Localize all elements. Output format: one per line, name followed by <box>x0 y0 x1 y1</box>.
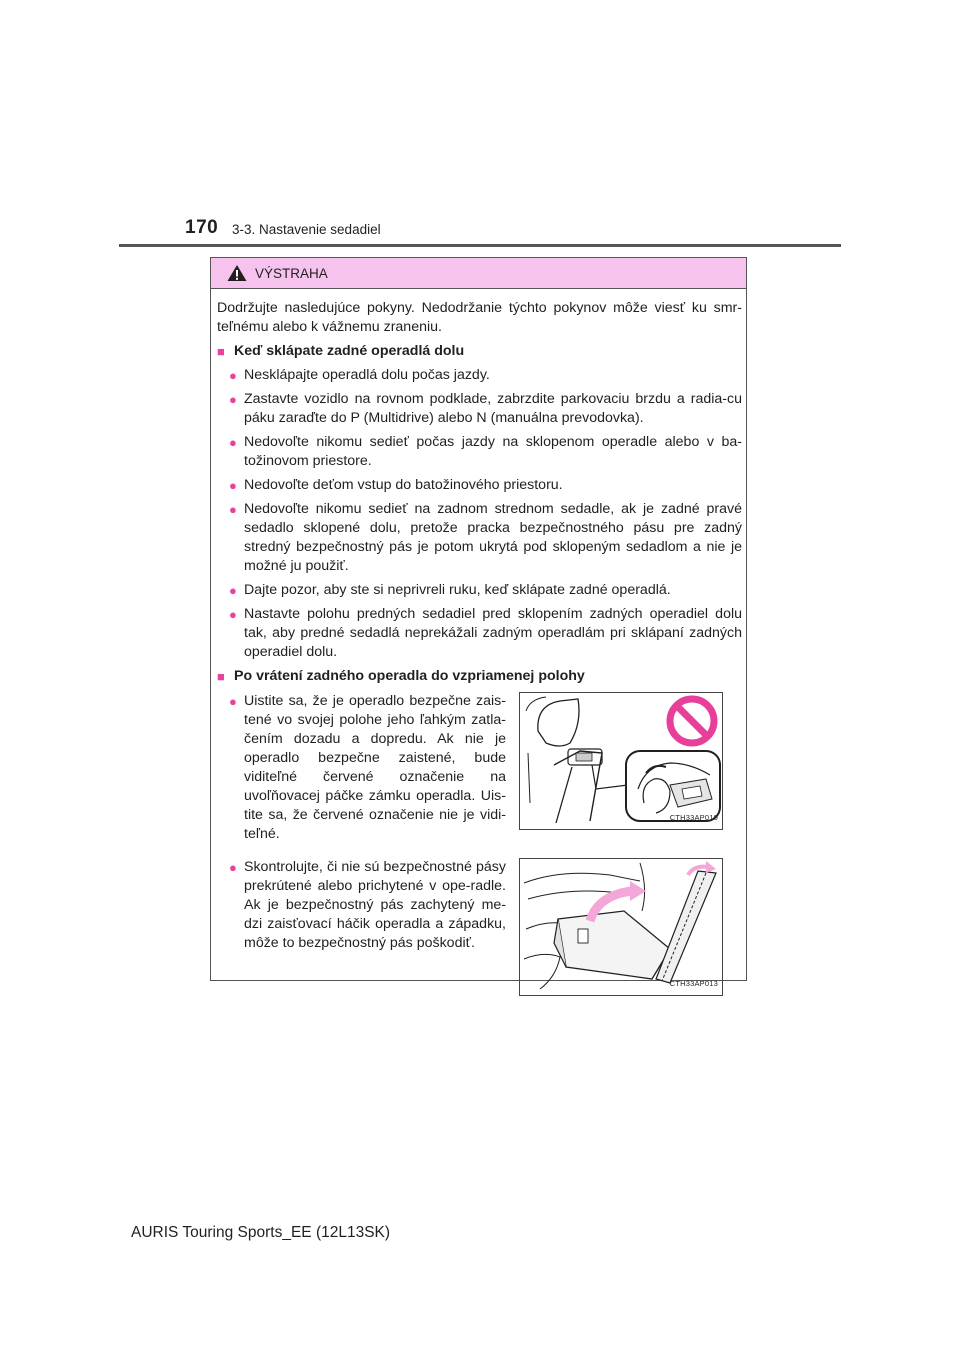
warning-title: VÝSTRAHA <box>255 265 328 281</box>
footer-model: AURIS Touring Sports_EE (12L13SK) <box>131 1224 391 1241</box>
list-item <box>229 581 742 600</box>
list-item-text: Zastavte vozidlo na rovnom podklade, zabrzdite parkovaciu brzdu a radia-cu páku zaraďte do P (Multidrive) alebo N (manuálna prevodovka). <box>244 391 742 426</box>
warning-header <box>211 258 746 289</box>
list-item-text: Nedovoľte nikomu sedieť na zadnom strednom sedadle, ak je zadné pravé sedadlo sklopené dolu, pretože pracka bezpečnostného pásu pre zadný stredný bezpečnostný pás je potom ukrytá pod sklopeným sedadlom a nie je možné ju použiť. <box>244 501 742 574</box>
warning-body <box>211 289 746 996</box>
list-item-text: Nastavte polohu predných sedadiel pred sklopením zadných operadiel dolu tak, aby predné sedadlá neprekážali zadným operadlám pri sklápaní zadných operadiel dolu. <box>244 606 742 660</box>
list-item-text: Nedovoľte nikomu sedieť počas jazdy na sklopenom operadle alebo v ba-tožinovom priestore. <box>244 434 742 469</box>
seat-lock-illustration <box>519 692 723 830</box>
header-rule <box>119 244 841 247</box>
bullet-icon: ● <box>229 607 237 622</box>
square-bullet-icon: ■ <box>217 669 225 684</box>
list-item-text: Nesklápajte operadlá dolu počas jazdy. <box>244 367 490 383</box>
bullet-icon: ● <box>229 392 237 407</box>
section-heading-text: Keď sklápate zadné operadlá dolu <box>234 343 465 359</box>
section-heading-text: Po vrátení zadného operadla do vzpriamenej polohy <box>234 668 585 684</box>
list-item <box>229 605 742 662</box>
warning-box <box>210 257 747 988</box>
section-title: 3-3. Nastavenie sedadiel <box>232 222 381 237</box>
figure-code: CTH33AP013 <box>669 979 718 988</box>
bullet-icon: ● <box>229 368 237 383</box>
list-item-with-figure <box>229 858 742 996</box>
list-item-with-figure <box>229 692 742 844</box>
bullet-icon: ● <box>229 583 237 598</box>
list-item <box>229 366 742 385</box>
section-heading <box>217 342 742 361</box>
list-item <box>229 390 742 428</box>
square-bullet-icon: ■ <box>217 344 225 359</box>
bullet-icon: ● <box>229 694 237 709</box>
warning-intro: Dodržujte nasledujúce pokyny. Nedodržanie týchto pokynov môže viesť ku smr-teľnému alebo k vážnemu zraneniu. <box>217 300 742 335</box>
list-item-text: Skontrolujte, či nie sú bezpečnostné pásy prekrútené alebo prichytené v ope-radle. Ak je bezpečnostný pás zachytený me-dzi zaisťovací háčik operadla a západku, môže to bezpečnostný pás poškodiť. <box>244 859 506 951</box>
page-number: 170 <box>185 217 219 238</box>
list-item <box>229 500 742 576</box>
bullet-icon: ● <box>229 478 237 493</box>
list-item-text: Dajte pozor, aby ste si neprivreli ruku, keď sklápate zadné operadlá. <box>244 582 671 598</box>
list-item <box>229 476 742 495</box>
figure-code: CTH33AP010 <box>669 813 718 822</box>
list-item-text: Uistite sa, že je operadlo bezpečne zais-tené vo svojej polohe jeho ľahkým zatla-čením dozadu a dopredu. Ak nie je operadlo bezpečne zaistené, bude viditeľné červené označenie na uvoľňovacej páčke zámku operadla. Uis-tite sa, že červené označenie nie je vidi-teľné. <box>244 693 506 842</box>
list-item <box>229 433 742 471</box>
warning-triangle-icon <box>227 264 247 282</box>
section-heading <box>217 667 742 686</box>
seat-belt-illustration <box>519 858 723 996</box>
bullet-icon: ● <box>229 502 237 517</box>
bullet-icon: ● <box>229 435 237 450</box>
bullet-icon: ● <box>229 860 237 875</box>
list-item-text: Nedovoľte deťom vstup do batožinového priestoru. <box>244 477 563 493</box>
